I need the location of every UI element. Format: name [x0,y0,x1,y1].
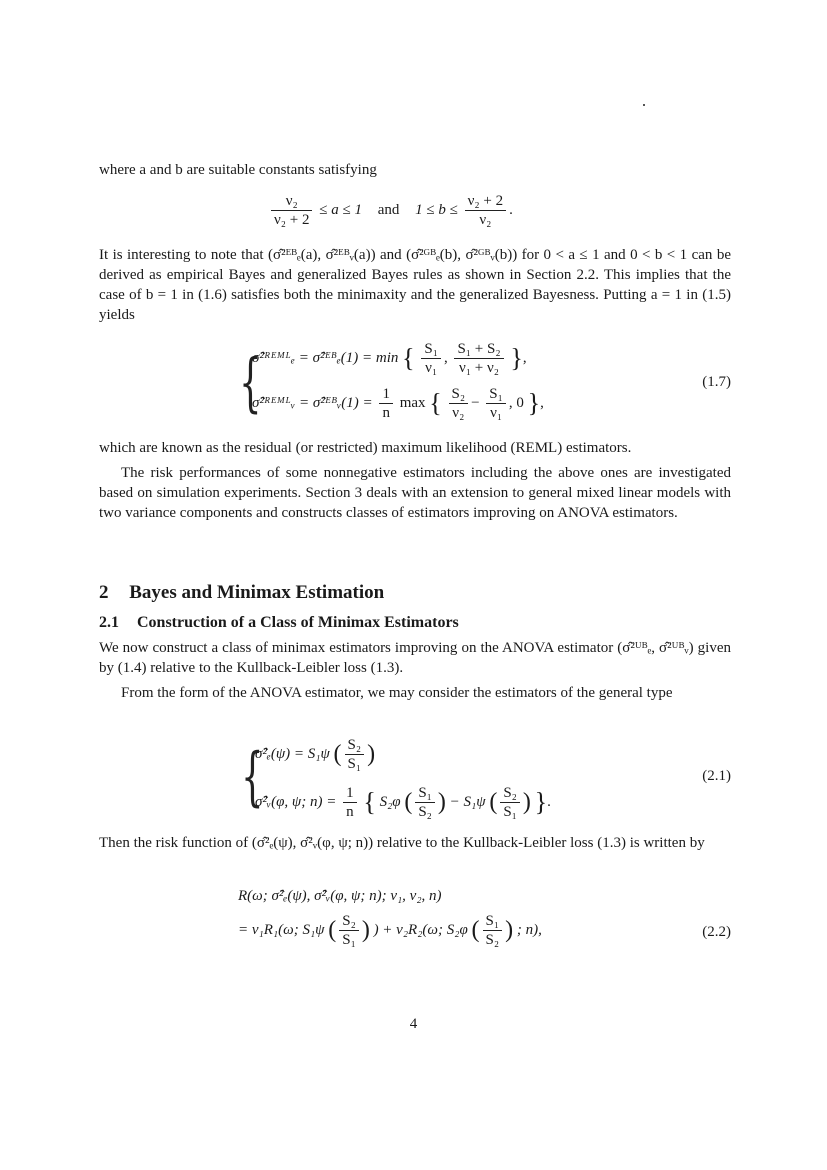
equation-2-2-line-2: = ν₁R₁(ω; S₁ψ ( $\frac{\text{S₂}}{\text{S₁}}$ ) ) + ν₂R₂(ω; S₂φ ( $\frac{\text{S₁}}{\text{S₂}}$ ) ; n), [238,913,542,948]
fraction: $\frac{\text{ν₂}}{\text{ν₂ + 2}}$ [271,192,312,229]
left-brace: { [241,740,264,814]
paragraph-reml: which are known as the residual (or restricted) maximum likelihood (REML) estimators. [99,440,632,456]
paragraph-where: where a and b are suitable constants satisfying [99,162,377,178]
equation-1-7-line-1: σ̂²ᴿᴱᴹᴸₑ = σ̂²ᴱᴮₑ(1) = min { $\frac{\text{S₁}}{\text{ν₁}}$ , $\frac{\text{S₁ + S₂}}{\text{ν₁ + ν₂}}$ }, [252,341,527,376]
paragraph-construct: We now construct a class of minimax estimators improving on the ANOVA estimator (σ̂²ᵁᴮₑ, σ̂²ᵁᴮᵥ) given by (1.4) relative to the Kullback-Leibler loss (1.3). [99,640,731,676]
equation-2-2-line-1: R(ω; σ̂²ₑ(ψ), σ̂²ᵥ(φ, ψ; n); ν₁, ν₂, n) [238,888,442,904]
subsection-heading: 2.1 Construction of a Class of Minimax Estimators [99,614,459,631]
page-number: 4 [409,1016,418,1032]
equation-2-1-line-2: σ̂²ᵥ(φ, ψ; n) = $\frac{1}{n}$ { S₂φ ( $\frac{\text{S₁}}{\text{S₂}}$ ) − S₁ψ ( $\frac{\text{S₂}}{\text{S₁}}$ ) }. [255,785,551,820]
fraction: $\frac{\text{ν₂ + 2}}{\text{ν₂}}$ [465,192,506,229]
equation-ab-bounds: $\frac{\text{ν₂}}{\text{ν₂ + 2}}$ ≤ a ≤ 1 and 1 ≤ b ≤ $\frac{\text{ν₂ + 2}}{\text{ν₂}}$ . [268,192,513,229]
left-brace: { [239,346,262,420]
paragraph-interesting: It is interesting to note that (σ̂²ᴱᴮₑ(a), σ̂²ᴱᴮᵥ(a)) and (σ̂²ᴳᴮₑ(b), σ̂²ᴳᴮᵥ(b)) for 0 < a ≤ 1 and 0 < b < 1 can be derived as empirical Bayes and generalized Bayes rules as shown in Section 2.2. This implies that the case of b = 1 in (1.6) satisfies both the minimaxity and the generalized Bayesness. Putting a = 1 in (1.5) yields [99,247,731,323]
paragraph-then: Then the risk function of (σ̂²ₑ(ψ), σ̂²ᵥ(φ, ψ; n)) relative to the Kullback-Leibler loss (1.3) is written by [99,835,705,851]
equation-2-1-line-1: σ̂²ₑ(ψ) = S₁ψ ( $\frac{\text{S₂}}{\text{S₁}}$ ) [255,737,376,772]
paragraph-form: From the form of the ANOVA estimator, we may consider the estimators of the general type [121,685,673,701]
equation-number-2-2: (2.2) [702,924,731,940]
paragraph-risk: The risk performances of some nonnegative estimators including the above ones are investigated based on simulation experiments. Section 3 deals with an extension to general mixed linear models with two variance components and constructs classes of estimators improving on ANOVA estimators. [99,465,731,521]
equation-number-2-1: (2.1) [702,768,731,784]
section-heading: 2 Bayes and Minimax Estimation [99,582,385,603]
scan-speck [643,104,645,106]
equation-1-7-line-2: σ̂²ᴿᴱᴹᴸᵥ = σ̂²ᴱᴮᵥ(1) = $\frac{1}{n}$ max { $\frac{\text{S₂}}{\text{ν₂}}$ − $\frac{\text{S₁}}{\text{ν₁}}$ , 0 }, [252,386,544,421]
equation-number-1-7: (1.7) [702,374,731,390]
